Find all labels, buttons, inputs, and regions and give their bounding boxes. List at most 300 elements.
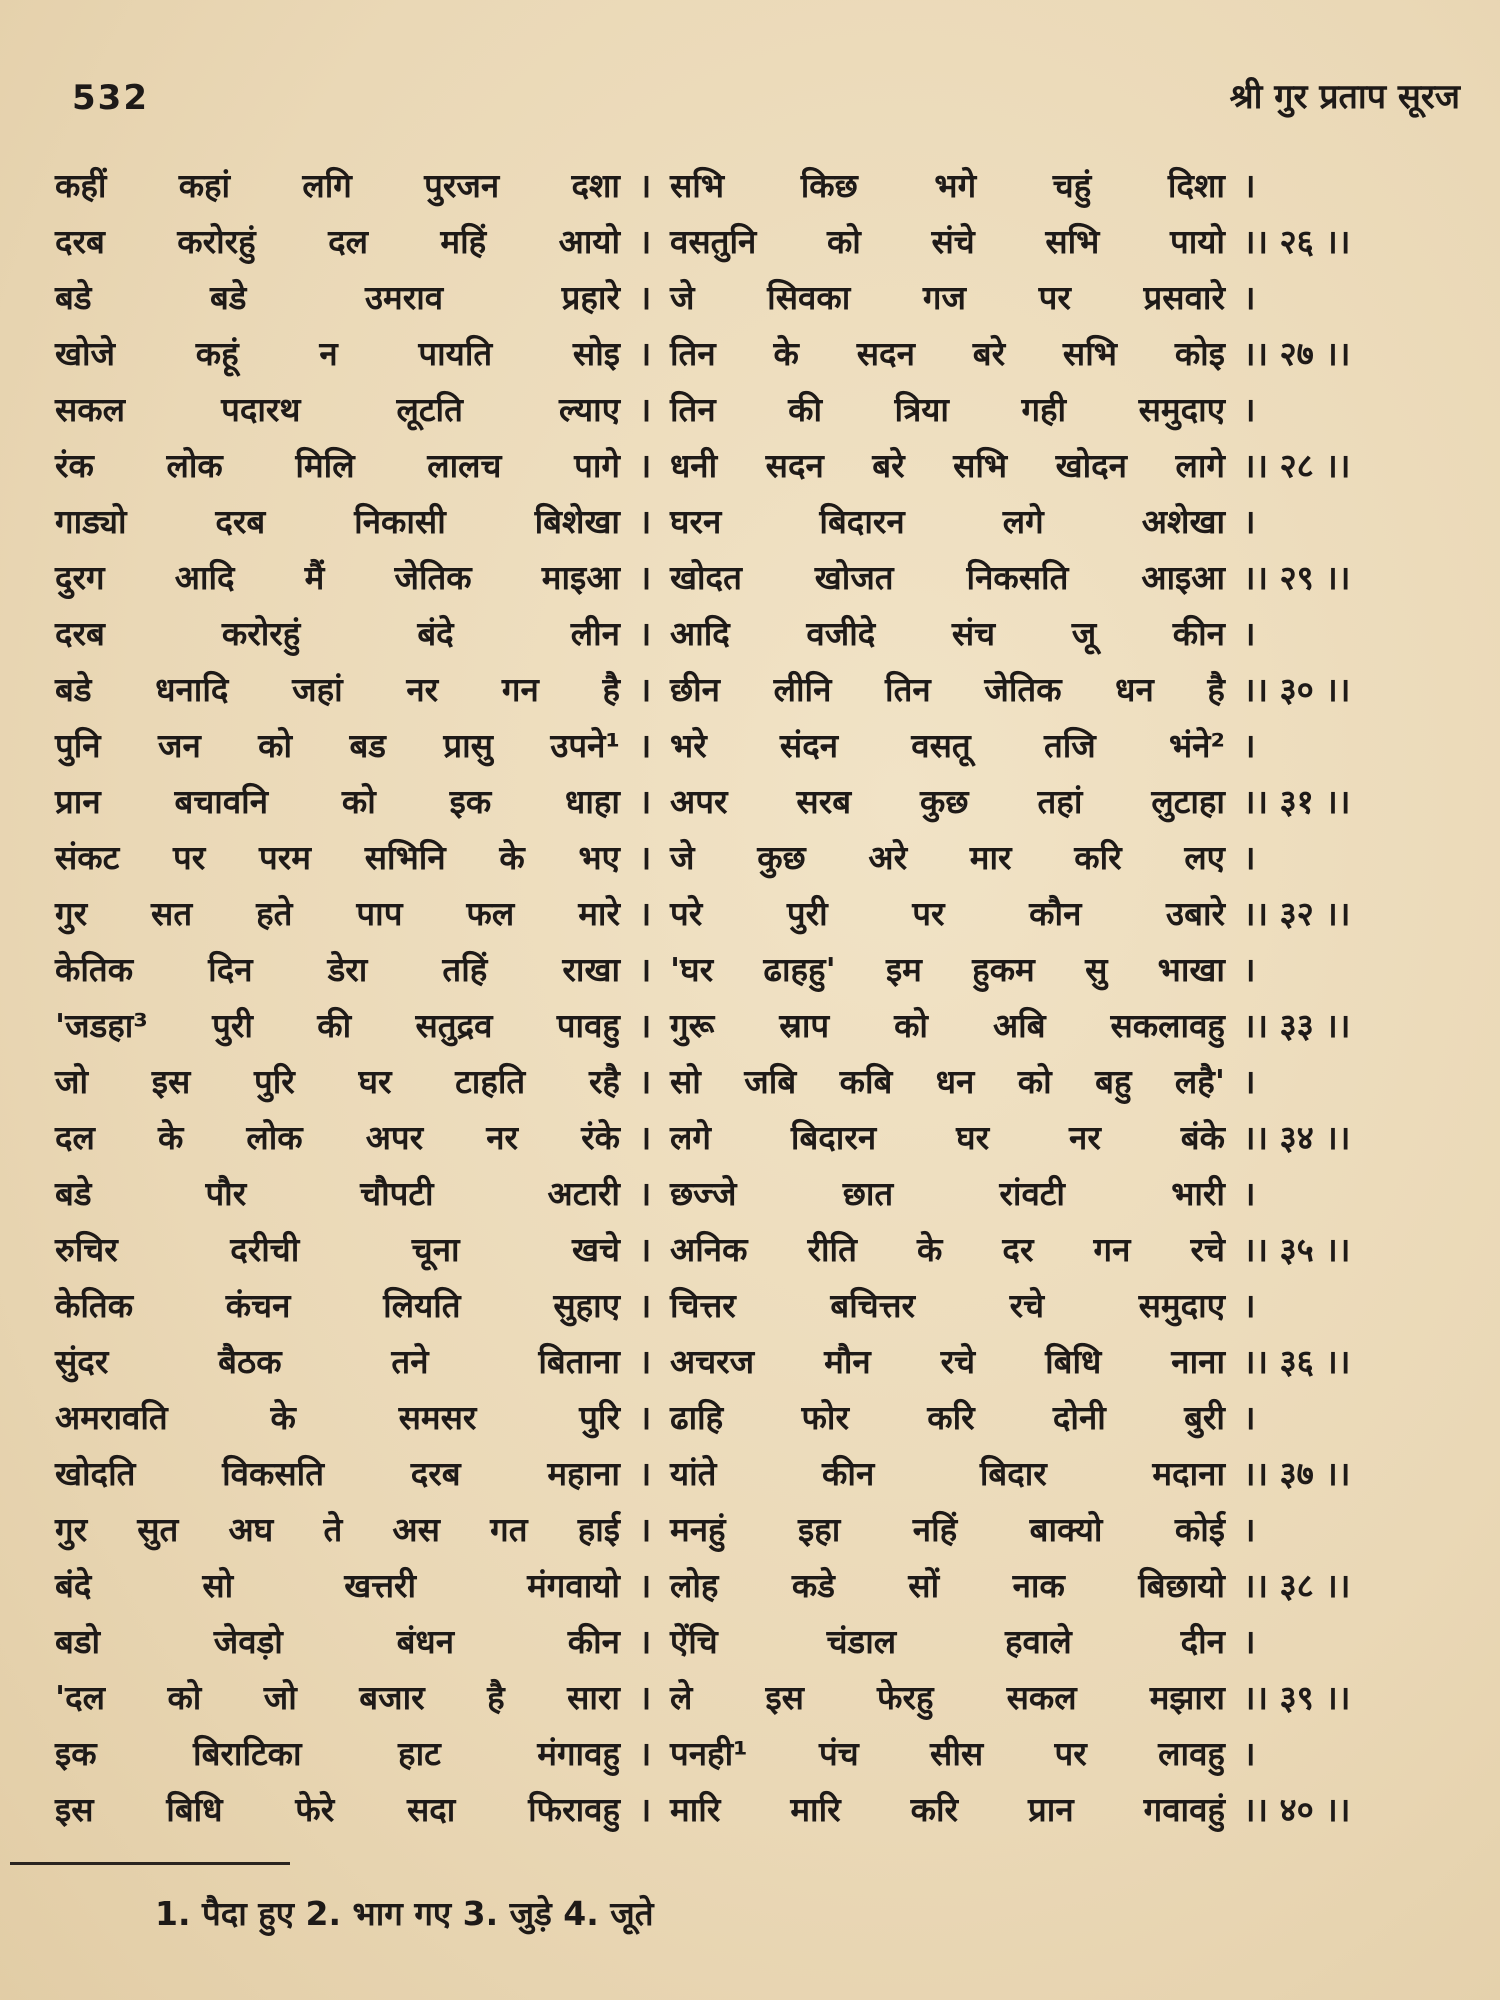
verse-end-number: । (1243, 1397, 1256, 1437)
verse-word: जहां (292, 669, 343, 709)
verse-word: है (602, 669, 620, 709)
verse-end-number: ।। ३४ ।। (1243, 1117, 1351, 1157)
verse-word: सभि (953, 445, 1008, 485)
verse-word: जो (263, 1677, 297, 1717)
verse-word: माइआ (541, 557, 620, 597)
verse-word: लगि (302, 165, 352, 205)
verse-first-half (55, 1226, 620, 1271)
verse-word: खचे (572, 1229, 620, 1269)
verse-word: ढाहहु' (763, 949, 836, 989)
verse-end-number: । (1243, 165, 1256, 205)
verse-word: नाक (1012, 1565, 1065, 1605)
danda-mark: । (638, 837, 652, 877)
verse-word: दीन (1180, 1621, 1225, 1661)
verse-second-half (670, 1786, 1225, 1831)
verse-word: प्रासु (443, 725, 493, 765)
verse-word: बिदारन (790, 1117, 877, 1157)
danda-mark: । (638, 613, 652, 653)
verse-word: सुत (137, 1509, 179, 1549)
verse-word: अघ (228, 1509, 274, 1549)
verse-word: गवावहुं (1143, 1789, 1225, 1829)
verse-word: हाई (577, 1509, 620, 1549)
verse-word: वसतुनि (670, 221, 757, 261)
danda-mark: । (638, 1061, 652, 1101)
footnote-divider (10, 1862, 290, 1865)
verse-word: पावहु (556, 1005, 620, 1045)
verse-end-number: ।। ३२ ।। (1243, 893, 1351, 933)
verse-word: फल (466, 893, 515, 933)
verse-word: बाक्यो (1029, 1509, 1103, 1549)
verse-line (55, 548, 1350, 604)
verse-word: मनहुं (670, 1509, 726, 1549)
verse-word: लूटति (396, 389, 463, 429)
verse-word: कहीं (55, 165, 107, 205)
verse-word: नहिं (912, 1509, 958, 1549)
verse-word: संच (951, 613, 996, 653)
verse-word: हाट (398, 1733, 441, 1773)
verse-word: बचित्तर (830, 1285, 916, 1325)
verse-end-number: । (1243, 725, 1256, 765)
verse-word: सभिनि (364, 837, 446, 877)
verse-word: सुंदर (55, 1341, 109, 1381)
verse-word: दरब (55, 613, 105, 653)
verse-word: उपने¹ (550, 725, 620, 765)
verse-word: पौर (205, 1173, 247, 1213)
verse-word: बरे (972, 333, 1006, 373)
verse-word: के (916, 1229, 943, 1269)
verse-word: भारी (1171, 1173, 1225, 1213)
verse-first-half (55, 666, 620, 711)
verse-word: रीति (807, 1229, 857, 1269)
verse-word: मारे (578, 893, 620, 933)
verse-word: रचे (1009, 1285, 1045, 1325)
verse-word: फेरे (295, 1789, 335, 1829)
verse-word: दल (328, 221, 368, 261)
verse-word: पुरि (253, 1061, 295, 1101)
verse-word: तहां (1037, 781, 1083, 821)
verse-word: इस (55, 1789, 94, 1829)
verse-word: छात (842, 1173, 894, 1213)
verse-word: ले (670, 1677, 693, 1717)
verse-word: दरब (55, 221, 105, 261)
verse-end-number: । (1243, 837, 1256, 877)
verse-second-half (670, 162, 1225, 207)
verse-word: बंदे (55, 1565, 92, 1605)
verse-line (55, 996, 1350, 1052)
verse-word: 'जडहा³ (55, 1005, 148, 1045)
verse-word: बिधि (166, 1789, 223, 1829)
verse-word: प्रान (55, 781, 101, 821)
verse-word: बडे (55, 277, 92, 317)
verse-second-half (670, 1562, 1225, 1607)
verse-word: उमराव (364, 277, 444, 317)
verse-word: के (499, 837, 525, 877)
verse-word: खोदति (55, 1453, 136, 1493)
verse-word: बडे (209, 277, 247, 317)
verse-word: ढाहि (670, 1397, 724, 1437)
verse-first-half (55, 1170, 620, 1215)
verse-word: अरे (868, 837, 908, 877)
verse-word: इस (765, 1677, 804, 1717)
page-number: 532 (72, 78, 149, 118)
verse-end-number: । (1243, 1733, 1256, 1773)
verse-second-half (670, 1506, 1225, 1551)
danda-mark: । (638, 1397, 652, 1437)
verse-word: राखा (562, 949, 620, 989)
verse-word: बिधि (1045, 1341, 1102, 1381)
verse-word: को (826, 221, 861, 261)
verse-word: के (773, 333, 799, 373)
verse-word: पुरजन (424, 165, 500, 205)
danda-mark: । (638, 333, 652, 373)
verse-word: किछ (800, 165, 858, 205)
verse-word: बिदारन (819, 501, 905, 541)
verse-word: संचे (931, 221, 975, 261)
verse-first-half (55, 442, 620, 487)
verse-word: दरब (410, 1453, 461, 1493)
verse-word: पंच (818, 1733, 859, 1773)
danda-mark: । (638, 389, 652, 429)
verse-line (55, 1164, 1256, 1220)
verse-second-half (670, 890, 1225, 935)
verse-first-half (55, 890, 620, 935)
verse-word: ल्याए (558, 389, 620, 429)
verse-word: इस (151, 1061, 191, 1101)
verse-second-half (670, 1226, 1225, 1271)
verse-word: कोई (1174, 1509, 1225, 1549)
verse-line (55, 1332, 1350, 1388)
verse-line (55, 1724, 1256, 1780)
verse-word: जू (1071, 613, 1097, 653)
verse-word: धन (1115, 669, 1154, 709)
verse-line (55, 940, 1256, 996)
danda-mark: । (638, 781, 652, 821)
verse-second-half (670, 330, 1225, 375)
verse-word: सकल (55, 389, 126, 429)
verse-first-half (55, 218, 620, 263)
verse-word: जे (670, 837, 695, 877)
danda-mark: । (638, 1173, 652, 1213)
verse-word: कोइ (1174, 333, 1225, 373)
verse-word: खत्तरी (344, 1565, 417, 1605)
verse-word: बिदार (979, 1453, 1047, 1493)
danda-mark: । (638, 893, 652, 933)
footnotes: 1. पैदा हुए 2. भाग गए 3. जुड़े 4. जूते (155, 1894, 654, 1933)
verse-second-half (670, 1730, 1225, 1775)
verse-word: रुचिर (55, 1229, 118, 1269)
verse-word: गुर (55, 893, 88, 933)
verse-end-number: । (1243, 1061, 1256, 1101)
verse-word: बहु (1095, 1061, 1132, 1101)
verse-word: दरीची (230, 1229, 300, 1269)
danda-mark: । (638, 949, 652, 989)
verse-word: कीन (1172, 613, 1225, 653)
verse-second-half (670, 1338, 1225, 1383)
verse-word: सुहाए (553, 1285, 620, 1325)
verse-first-half (55, 330, 620, 375)
danda-mark: । (638, 165, 652, 205)
verse-word: अटारी (547, 1173, 620, 1213)
verse-word: न (319, 333, 338, 373)
verse-word: लोक (166, 445, 223, 485)
verse-first-half (55, 1562, 620, 1607)
verse-second-half (670, 946, 1225, 991)
verse-second-half (670, 1450, 1225, 1495)
verse-line (55, 1500, 1256, 1556)
danda-mark: । (638, 1117, 652, 1157)
verse-word: अपर (365, 1117, 424, 1157)
verse-line (55, 660, 1350, 716)
verse-word: अशेखा (1141, 501, 1225, 541)
verse-word: जो (55, 1061, 89, 1101)
verse-first-half (55, 722, 620, 767)
verse-word: अबि (992, 1005, 1046, 1045)
verse-first-half (55, 1674, 620, 1719)
verse-word: भरे (670, 725, 707, 765)
verse-word: रहै (588, 1061, 620, 1101)
verse-first-half (55, 1058, 620, 1103)
verse-word: दिशा (1167, 165, 1225, 205)
verse-end-number: । (1243, 1621, 1256, 1661)
verse-word: गाड्यो (55, 501, 127, 541)
verse-word: सदा (406, 1789, 456, 1829)
verse-word: गही (1021, 389, 1067, 429)
verse-word: वजीदे (806, 613, 876, 653)
verse-word: रचे (940, 1341, 976, 1381)
danda-mark: । (638, 221, 652, 261)
danda-mark: । (638, 1733, 652, 1773)
verse-word: है (487, 1677, 505, 1717)
verse-word: जबि (744, 1061, 797, 1101)
danda-mark: । (638, 1509, 652, 1549)
verse-word: के (157, 1117, 184, 1157)
verse-word: अचरज (670, 1341, 755, 1381)
verse-word: के (270, 1397, 296, 1437)
verse-word: मार (969, 837, 1012, 877)
verse-word: सों (908, 1565, 940, 1605)
verse-word: लोक (246, 1117, 303, 1157)
verse-second-half (670, 386, 1225, 431)
verse-second-half (670, 1618, 1225, 1663)
verse-word: बिताना (538, 1341, 620, 1381)
verse-word: बिशेखा (534, 501, 620, 541)
danda-mark: । (638, 1621, 652, 1661)
verse-word: परम (259, 837, 311, 877)
verse-word: लहै' (1174, 1061, 1225, 1101)
verse-word: कीन (567, 1621, 620, 1661)
verse-word: विकसति (222, 1453, 325, 1493)
verse-word: रंक (55, 445, 94, 485)
danda-mark: । (638, 725, 652, 765)
danda-mark: । (638, 1229, 652, 1269)
danda-mark: । (638, 1789, 652, 1829)
verse-word: रंके (581, 1117, 620, 1157)
verse-word: निकासी (354, 501, 446, 541)
verse-word: भाखा (1157, 949, 1225, 989)
verse-word: समुदाए (1138, 389, 1225, 429)
danda-mark: । (638, 1453, 652, 1493)
verse-word: अस (392, 1509, 440, 1549)
verse-word: त्रिया (894, 389, 949, 429)
verse-word: दल (55, 1117, 95, 1157)
verse-word: तहिं (442, 949, 488, 989)
verse-word: लगे (1002, 501, 1044, 541)
verse-word: को (258, 725, 293, 765)
verse-first-half (55, 1114, 620, 1159)
verse-line (55, 772, 1350, 828)
verse-word: भगे (934, 165, 977, 205)
verse-first-half (55, 1002, 620, 1047)
verse-word: पुरि (579, 1397, 620, 1437)
verse-word: वसतू (911, 725, 971, 765)
verse-word: बडे (55, 1173, 92, 1213)
verse-word: डेरा (327, 949, 368, 989)
verse-word: गत (490, 1509, 528, 1549)
verse-word: तिन (670, 389, 716, 429)
verse-word: जे (670, 277, 695, 317)
verse-word: नर (1069, 1117, 1101, 1157)
verse-word: पर (1054, 1733, 1087, 1773)
verse-word: कुछ (757, 837, 806, 877)
verse-word: जेतिक (394, 557, 472, 597)
verse-word: टाहति (455, 1061, 526, 1101)
verse-word: हुकम (972, 949, 1035, 989)
verse-word: धनी (670, 445, 718, 485)
verse-word: गन (1093, 1229, 1131, 1269)
verse-word: लावहु (1158, 1733, 1225, 1773)
verse-word: फिरावहु (528, 1789, 620, 1829)
verse-word: स्राप (779, 1005, 830, 1045)
verse-word: दर (1002, 1229, 1034, 1269)
verse-word: चंडाल (826, 1621, 897, 1661)
verse-second-half (670, 778, 1225, 823)
verse-word: समसर (398, 1397, 477, 1437)
verse-first-half (55, 498, 620, 543)
verse-end-number: ।। ४० ।। (1243, 1789, 1351, 1829)
verse-word: लगे (670, 1117, 711, 1157)
verse-word: खोजे (55, 333, 116, 373)
verse-first-half (55, 386, 620, 431)
verse-first-half (55, 1282, 620, 1327)
verse-word: मदाना (1152, 1453, 1225, 1493)
verse-end-number: ।। ३० ।। (1243, 669, 1351, 709)
verse-end-number: ।। ३१ ।। (1243, 781, 1351, 821)
verse-word: दोनी (1052, 1397, 1106, 1437)
danda-mark: । (638, 1341, 652, 1381)
verse-word: गज (922, 277, 966, 317)
verse-end-number: ।। ३६ ।। (1243, 1341, 1351, 1381)
verse-first-half (55, 778, 620, 823)
verse-line (55, 1612, 1256, 1668)
verse-first-half (55, 1394, 620, 1439)
verse-word: मंगवायो (527, 1565, 620, 1605)
verse-word: घर (358, 1061, 392, 1101)
verse-word: मिलि (295, 445, 355, 485)
verse-word: छीन (670, 669, 720, 709)
verse-line (55, 716, 1256, 772)
verse-word: बंके (1180, 1117, 1225, 1157)
verse-end-number: ।। ३५ ।। (1243, 1229, 1351, 1269)
verse-word: लीन (570, 613, 620, 653)
verse-first-half (55, 554, 620, 599)
verse-word: मैं (304, 557, 325, 597)
verse-first-half (55, 1450, 620, 1495)
verse-word: गुर (55, 1509, 88, 1549)
verse-word: करोरहुं (177, 221, 256, 261)
verse-word: खोदत (670, 557, 742, 597)
verse-word: धन (935, 1061, 975, 1101)
verse-word: धाहा (565, 781, 620, 821)
verse-word: गन (501, 669, 539, 709)
verse-word: सरब (796, 781, 852, 821)
verse-word: प्रहारे (561, 277, 620, 317)
verse-word: जेतिक (984, 669, 1062, 709)
verse-word: ते (323, 1509, 343, 1549)
verse-second-half (670, 554, 1225, 599)
verse-word: को (167, 1677, 202, 1717)
danda-mark: । (638, 1285, 652, 1325)
verse-word: मौन (824, 1341, 871, 1381)
verse-word: लोह (670, 1565, 719, 1605)
verse-word: लागे (1175, 445, 1225, 485)
verse-word: सदन (856, 333, 915, 373)
verse-word: सदन (765, 445, 824, 485)
verse-word: नर (486, 1117, 519, 1157)
verse-word: बजार (359, 1677, 425, 1717)
verse-word: दिन (208, 949, 253, 989)
verse-word: सारा (567, 1677, 620, 1717)
verse-word: पनही¹ (670, 1733, 748, 1773)
danda-mark: । (638, 1565, 652, 1605)
verse-word: लालच (427, 445, 502, 485)
verse-first-half (55, 610, 620, 655)
verse-word: कडे (791, 1565, 835, 1605)
verse-word: महिं (440, 221, 487, 261)
verse-word: रचे (1190, 1229, 1225, 1269)
verse-word: पाप (356, 893, 403, 933)
verse-end-number: । (1243, 1509, 1256, 1549)
verse-second-half (670, 1114, 1225, 1159)
verse-word: पुनि (55, 725, 101, 765)
running-title: श्री गुर प्रताप सूरज (1229, 77, 1460, 117)
verse-end-number: ।। २८ ।। (1243, 445, 1351, 485)
verse-second-half (670, 442, 1225, 487)
verse-end-number: ।। ३९ ।। (1243, 1677, 1351, 1717)
verse-word: दरब (215, 501, 266, 541)
verse-word: सकल (1006, 1677, 1077, 1717)
verse-word: घरन (670, 501, 722, 541)
verse-word: तिन (885, 669, 931, 709)
verse-word: करोरहुं (221, 613, 301, 653)
verse-first-half (55, 1730, 620, 1775)
verse-second-half (670, 1002, 1225, 1047)
verse-word: अपर (670, 781, 728, 821)
verse-word: करि (927, 1397, 975, 1437)
verse-word: करि (910, 1789, 959, 1829)
verse-word: लए (1184, 837, 1225, 877)
verse-line (55, 1780, 1350, 1836)
verse-word: भंने² (1168, 725, 1225, 765)
verse-second-half (670, 1394, 1225, 1439)
verse-word: संदन (779, 725, 839, 765)
verse-word: धनादि (155, 669, 229, 709)
verse-word: बडो (55, 1621, 101, 1661)
verse-end-number: । (1243, 1285, 1256, 1325)
verse-word: इक (55, 1733, 97, 1773)
verse-word: पुरी (786, 893, 828, 933)
verse-word: जेवड़ो (213, 1621, 283, 1661)
verse-end-number: । (1243, 501, 1256, 541)
